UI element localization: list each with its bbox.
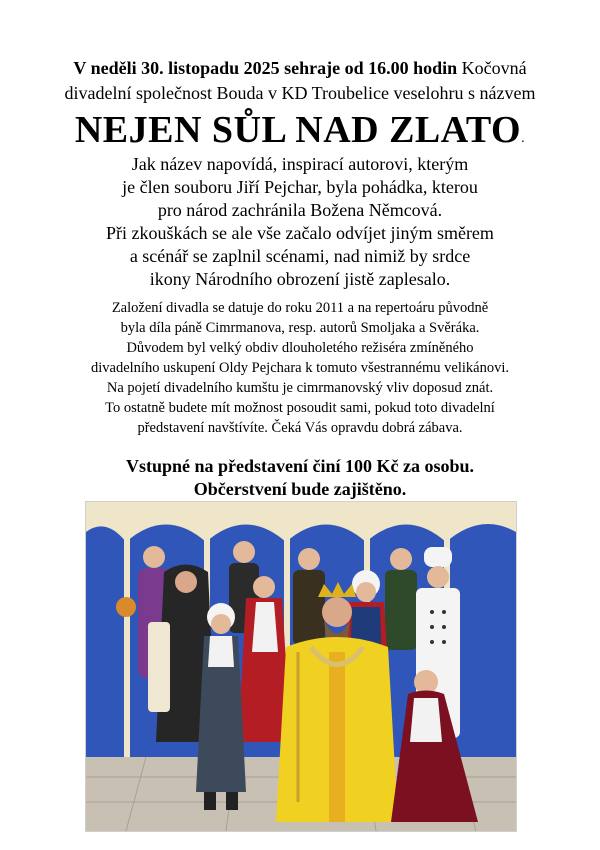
- admission-price: Vstupné na představení činí 100 Kč za osobu.: [125, 456, 475, 476]
- intro-line-2: divadelní společnost Bouda v KD Troubelice veselohru s názvem: [64, 83, 536, 103]
- intro-date-time: V neděli 30. listopadu 2025 sehraje od 16.00 hodin: [73, 58, 458, 78]
- story-line: Jak název napovídá, inspirací autorovi, kterým: [131, 154, 469, 174]
- story-line: Při zkouškách se ale vše začalo odvíjet jiným směrem: [106, 223, 494, 243]
- story-line: je člen souboru Jiří Pejchar, byla pohádka, kterou: [122, 177, 478, 197]
- intro-company-start: Kočovná: [457, 58, 527, 78]
- cast-photo: [85, 501, 517, 832]
- history-line: To ostatně budete mít možnost posoudit sami, pokud toto divadelní: [105, 400, 495, 416]
- history-line: Na pojetí divadelního kumštu je cimrmanovský vliv doposud znát.: [106, 380, 494, 396]
- history-line: Důvodem byl velký obdiv dlouholetého režiséra zmíněného: [126, 340, 474, 356]
- story-line: ikony Národního obrození jistě zaplesalo.: [149, 269, 451, 289]
- story-paragraph: [30, 153, 570, 291]
- play-title-text: NEJEN SŮL NAD ZLATO: [74, 109, 522, 151]
- history-paragraph: [30, 298, 570, 438]
- play-title-dot: .: [521, 131, 526, 146]
- history-line: představení navštívíte. Čeká Vás opravdu dobrá zábava.: [137, 420, 463, 436]
- refreshments-note: Občerstvení bude zajištěno.: [193, 479, 407, 499]
- intro-line-1: [20, 56, 580, 81]
- history-line: Založení divadla se datuje do roku 2011 a na repertoáru původně: [111, 300, 489, 316]
- story-line: a scénář se zaplnil scénami, nad nimiž by srdce: [129, 246, 471, 266]
- admission-info: [20, 455, 580, 501]
- intro-paragraph: [20, 56, 580, 106]
- story-line: pro národ zachránila Božena Němcová.: [157, 200, 443, 220]
- cast-photo-illustration: [86, 502, 516, 831]
- history-line: divadelního uskupení Oldy Pejchara k tomuto všestrannému velikánovi.: [90, 360, 509, 376]
- history-line: byla díla páně Cimrmanova, resp. autorů Smoljaka a Svěráka.: [120, 320, 480, 336]
